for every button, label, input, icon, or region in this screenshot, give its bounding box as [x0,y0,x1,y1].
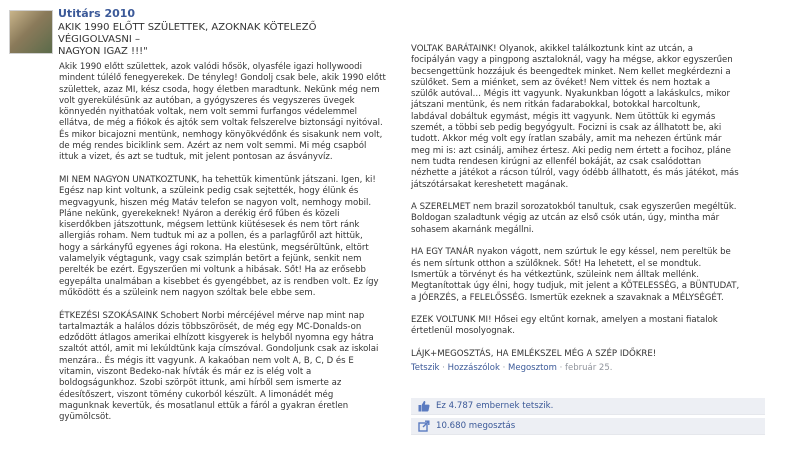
likes-summary[interactable] [411,398,765,415]
paragraph-teacher: HA EGY TANÁR nyakon vágott, nem szúrtuk le egy késsel, nem pereltük be és nem sírtunk otthon a szülőknek. Sőt! Ha lehetett, el se mondtuk. Ismertük a törvényt és ha vétkeztünk, szüleink nem álltak mellénk. Megtanítottak úgy élni, hogy tudjuk, mit jelent a KÖTELESSÉG, a BÜNTUDAT, a JÓERZÉS, a FELELŐSSÉG. Ismertük ezeknek a szavaknak a MÉLYSÉGÉT. [411,247,740,303]
post-timestamp[interactable]: február 25. [565,363,613,374]
post-signoff: LÁJK+MEGOSZTÁS, HA EMLÉKSZEL MÉG A SZÉP IDŐKRE! [411,349,657,360]
likes-count[interactable]: Ez 4.787 embernek tetszik. [436,401,554,411]
share-link[interactable]: Megosztom [508,363,557,374]
post-headline: AKIK 1990 ELŐTT SZÜLETTEK, AZOKNAK KÖTELEZŐ VÉGIGOLVASNI – NAGYON IGAZ !!!" [58,22,317,57]
like-link[interactable]: Tetszik [411,363,440,374]
paragraph-heroes: Akik 1990 előtt születtek, azok valódi hősök, olyasféle igazi hollywoodi mindent túlélő fenegyerekek. De tényleg! Gondolj csak bele, akik 1990 előtt születtek, azaz MI, kész csoda, hogy életben maradtunk. Nekünk még nem volt gyerekülésünk az autóban, a gyógyszeres és vegyszeres üvegek könnyedén nyithatóak voltak, nem volt semmi furfangos védelemmel ellátva, de még a fiókok és ajtók sem voltak felszerelve biztonsági nyitóval. És mikor bicajozni mentünk, nemhogy könyökvédőnk és sisakunk nem volt, de még rendes biciklink sem. Azért az nem volt semmi. Mi még csapból ittuk a vizet, és azt se tudtuk, mit jelent pontosan az ásványvíz. [59,62,386,163]
shares-count[interactable]: 10.680 megosztás [436,421,516,431]
paragraph-playing: MI NEM NAGYON UNATKOZTUNK, ha tehettük kimentünk játszani. Igen, ki! Egész nap kint voltunk, a szüleink pedig csak sejtették, hogy élünk és megvagyunk, hiszen még Matáv telefon se nagyon volt, nemhogy mobil. Pláne nekünk, gyerekeknek! Nyáron a derékig érő fűben és közeli kiserdőkben játszottunk, mégsem lettünk kiütésesek és nem tört ránk allergiás roham. Nem tudtuk mi az a pollen, és a parlagfűről azt hittük, hogy a sárkányfű egyenes ági rokona. Ha elestünk, megsérültünk, eltört valamelyik végtagunk, vagy csak szimplán betört a fejünk, senkit nem perelték be ezért. Egyszerűen mi voltunk a hibásak. Sőt! Ha az erősebb egyepálta unalmában a kisebbet és gyengébbet, az is rendben volt. Ez így működött és a szüleink nem nagyon szóltak bele ebbe sem. [59,174,379,298]
paragraph-eating: ÉTKEZÉSI SZOKÁSAINK Schobert Norbi mércéjével mérve nap mint nap tartalmazták a halálos dózis többszörösét, de még egy MC-Donalds-on edződött átlagos amerikai elhízott kisgyerek is helyből nyomna egy hátra szaltót attól, amit mi lekúldtünk kaja címszóval. Gondoljunk csak az iskolai menzára.. És mégis itt vagyunk. A kakaóban nem volt A, B, C, D és E vitamin, viszont Bedeko-nak hívták és már ez is elég volt a boldogságunkhoz. Szobi szörpöt ittunk, ami hírből sem ismerte az édesítőszert, viszont tömény cukorból készült. A limonádét még magunknak kevertük, és mosatlanul ettük a fáról a gyakran éretlen gyümölcsöt. [59,310,379,423]
action-separator: · [502,363,506,374]
author-name[interactable]: Utitárs 2010 [58,7,136,20]
share-icon [418,420,430,432]
action-separator: · [559,363,563,374]
post-header [58,6,388,58]
paragraph-us: EZEK VOLTUNK MI! Hősei egy eltűnt kornak, amelyen a mostani fiatalok értetlenül mosolyognak. [411,315,718,337]
thumbs-up-icon [418,400,430,412]
post-actions [411,363,796,374]
post-text-left-column [59,62,396,435]
comment-link[interactable]: Hozzászólok [447,363,500,374]
action-separator: · [442,363,445,374]
post-text-right-column [411,44,796,374]
avatar[interactable] [9,10,53,54]
paragraph-love: A SZERELMET nem brazil sorozatokból tanultuk, csak egyszerűen megéltük. Boldogan szaladtunk végig az utcán az első csók után, úgy, mintha már sohasem akarnánk megállni. [411,202,737,235]
paragraph-friends: VOLTAK BARÁTAINK! Olyanok, akikkel találkoztunk kint az utcán, a focipályán vagy a pingpong asztaloknál, vagy ha mégse, akkor egyszerűen becsengettünk hozzájuk és beengedtek minket. Nem kellet megkérdezni a szülőket. Sem a miénket, sem az övéket! Nem vittek és nem hoztak a szülők autóval… Mégis itt vagyunk. Nyakunkban lógott a lakáskulcs, mikor játszani mentünk, és nem ritkán fadarabokkal, botokkal harcoltunk, labdával dobáltuk egymást, mégis itt vagyunk. Nem ütöttük ki egymás szemét, a többi seb pedig begyógyult. Focizni is csak az állhatott be, aki tudott. Akkor még volt egy íratlan szabály, amit ma nehezen értünk már meg mi is: azt csinálj, amihez értesz. Aki pedig nem értett a focihoz, pláne nem tudta rendesen kirúgni az ellenfél bokáját, az csak csalódottan nézhette a játékot a rácson túlról, vagy ódébb állhatott, és más játékot, más játszótársakat kereshetett magának. [411,44,739,190]
shares-summary[interactable] [411,418,765,435]
